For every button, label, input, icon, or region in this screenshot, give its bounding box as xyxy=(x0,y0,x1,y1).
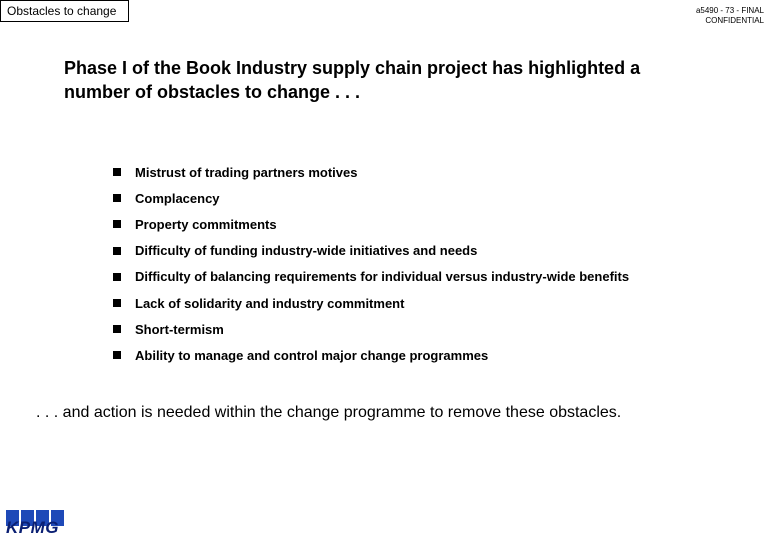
document-reference xyxy=(696,6,764,26)
list-item-label: Mistrust of trading partners motives xyxy=(135,164,358,180)
square-bullet-icon xyxy=(113,247,121,255)
square-bullet-icon xyxy=(113,273,121,281)
list-item-label: Lack of solidarity and industry commitment xyxy=(135,295,405,311)
logo-wordmark: KPMG xyxy=(6,518,59,537)
list-item xyxy=(113,316,629,342)
list-item-label: Difficulty of balancing requirements for individual versus industry-wide benefits xyxy=(135,269,630,285)
square-bullet-icon xyxy=(113,325,121,333)
square-bullet-icon xyxy=(113,220,121,228)
square-bullet-icon xyxy=(113,351,121,359)
list-item xyxy=(113,238,629,264)
list-item xyxy=(113,342,629,368)
kpmg-logo xyxy=(6,510,68,538)
square-bullet-icon xyxy=(113,168,121,176)
heading-line-2: number of obstacles to change . . . xyxy=(64,82,361,102)
list-item-label: Short-termism xyxy=(135,321,224,337)
conclusion-text: . . . and action is needed within the change programme to remove these obstacles. xyxy=(36,404,622,421)
page-heading xyxy=(64,56,744,104)
list-item-label: Difficulty of funding industry-wide initiatives and needs xyxy=(135,243,478,259)
confidentiality-label: CONFIDENTIAL xyxy=(705,16,764,25)
square-bullet-icon xyxy=(113,299,121,307)
list-item xyxy=(113,264,629,290)
list-item-label: Property commitments xyxy=(135,216,277,232)
list-item xyxy=(113,185,629,211)
list-item xyxy=(113,290,629,316)
section-label: Obstacles to change xyxy=(0,0,129,22)
document-code: a5490 - 73 - FINAL xyxy=(695,6,764,15)
list-item xyxy=(113,159,629,185)
list-item xyxy=(113,211,629,237)
list-item-label: Ability to manage and control major change programmes xyxy=(135,347,489,363)
list-item-label: Complacency xyxy=(135,190,220,206)
square-bullet-icon xyxy=(113,194,121,202)
heading-line-1: Phase I of the Book Industry supply chain project has highlighted a xyxy=(64,58,641,78)
obstacles-list xyxy=(113,159,629,369)
